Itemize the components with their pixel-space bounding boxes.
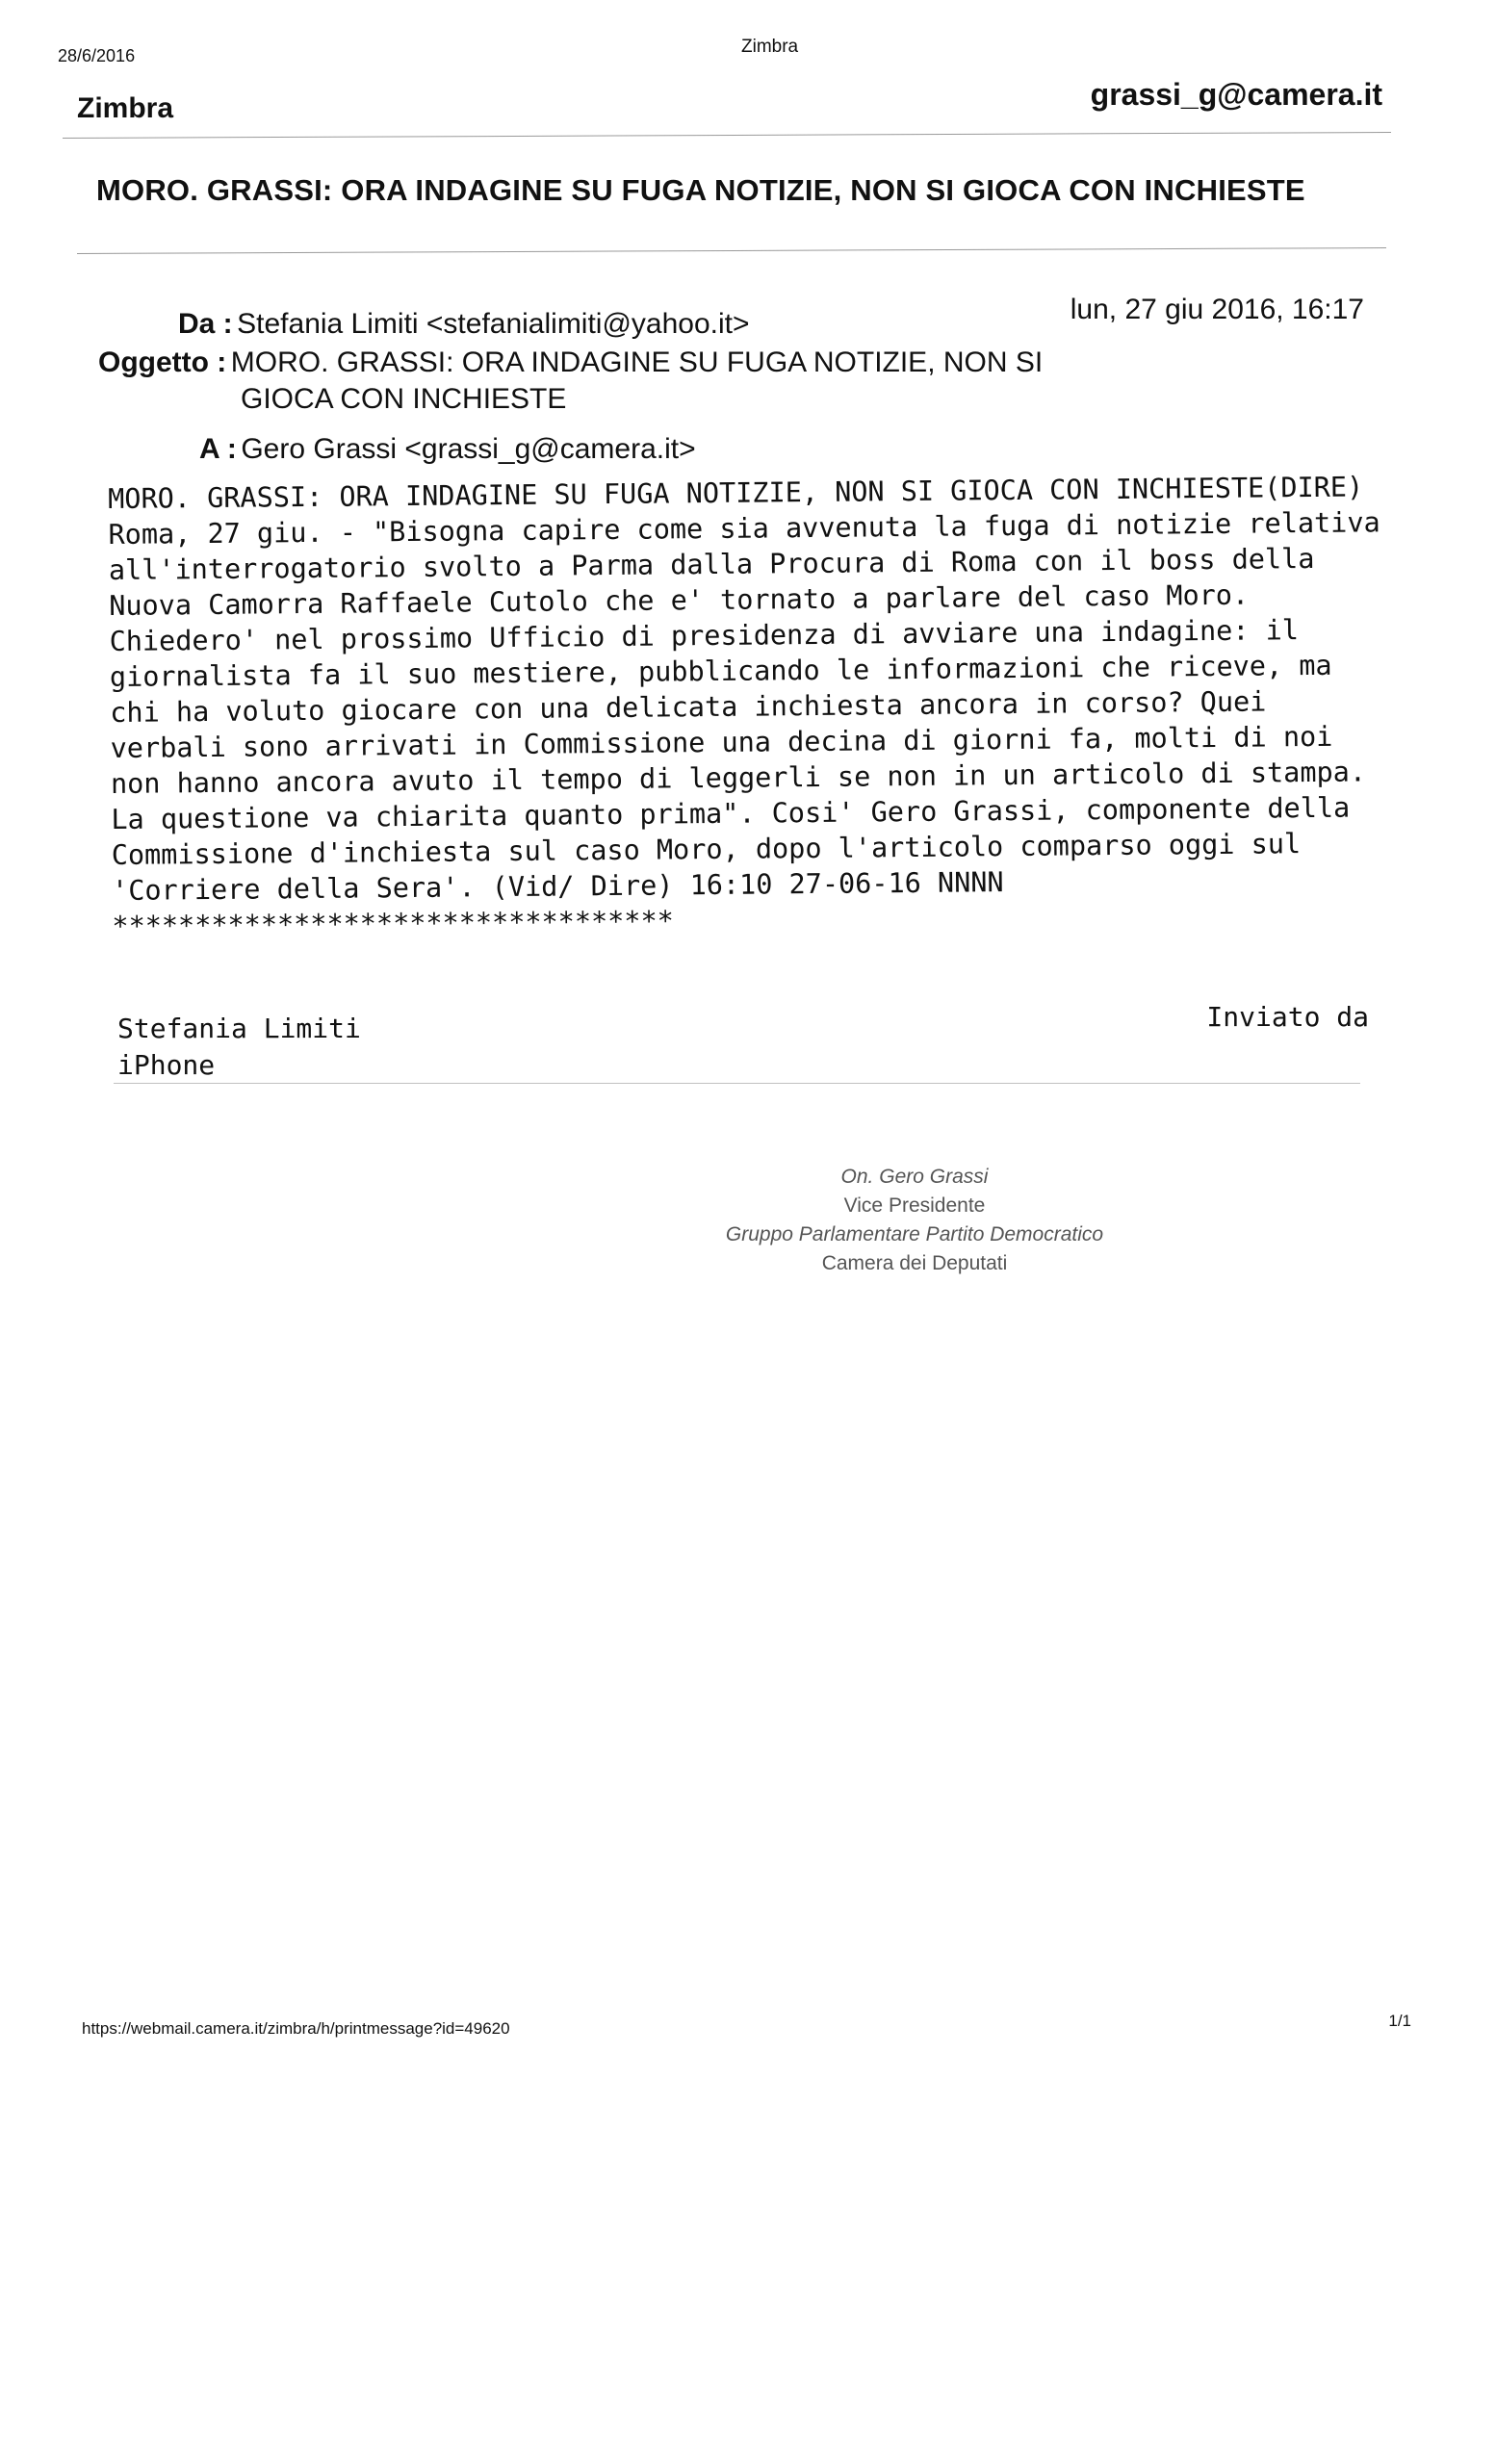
header-divider xyxy=(63,132,1391,139)
message-title: MORO. GRASSI: ORA INDAGINE SU FUGA NOTIZIE, NON SI GIOCA CON INCHIESTE xyxy=(96,173,1305,207)
print-date: 28/6/2016 xyxy=(58,46,136,65)
footer-url: https://webmail.camera.it/zimbra/h/printmessage?id=49620 xyxy=(82,2019,510,2038)
sent-from: Inviato da xyxy=(1206,1001,1369,1033)
stamp-role: Vice Presidente xyxy=(843,1194,986,1217)
subject-value-line2: GIOCA CON INCHIESTE xyxy=(241,383,567,415)
stamp-name: On. Gero Grassi xyxy=(840,1166,989,1188)
body-divider xyxy=(114,1083,1360,1084)
signature: Stefania Limiti iPhone xyxy=(117,1013,361,1081)
to-value: Gero Grassi <grassi_g@camera.it> xyxy=(241,433,696,465)
title-divider xyxy=(77,247,1386,254)
from-label: Da : xyxy=(178,308,233,340)
subject-label: Oggetto : xyxy=(98,346,227,378)
to-label: A : xyxy=(199,433,237,465)
from-value: Stefania Limiti <stefanialimiti@yahoo.it> xyxy=(237,308,750,340)
to-row xyxy=(199,433,696,466)
signature-stamp xyxy=(674,1163,1155,1278)
stamp-institution: Camera dei Deputati xyxy=(821,1252,1008,1274)
subject-value-line1: MORO. GRASSI: ORA INDAGINE SU FUGA NOTIZIE, NON SI xyxy=(230,346,1044,378)
stamp-group: Gruppo Parlamentare Partito Democratico xyxy=(725,1223,1104,1245)
print-title: Zimbra xyxy=(741,37,799,57)
message-body: MORO. GRASSI: ORA INDAGINE SU FUGA NOTIZIE, NON SI GIOCA CON INCHIESTE(DIRE) Roma, 27 giu. - "Bisogna capire come sia avvenuta la fuga di notizie relativa all'interrogatorio svolto a Parma dalla Procura di Roma con il boss della Nuova Camorra Raffaele Cutolo che e' tornato a parlare del caso Moro. Chiedero' nel prossimo Ufficio di presidenza di avviare una indagine: il giornalista fa il suo mestiere, pubblicando le informazioni che riceve, ma chi ha voluto giocare con una delicata inchiesta ancora in corso? Quei verbali sono arrivati in Commissione una decina di giorni fa, molti di noi non hanno ancora avuto il tempo di leggerli se non in un articolo di stampa. La questione va chiarita quanto prima". Cosi' Gero Grassi, componente della Commissione d'inchiesta sul caso Moro, dopo l'articolo comparso oggi sul 'Corriere della Sera'. (Vid/ Dire) 16:10 27-06-16 NNNN ********************************** xyxy=(108,471,1380,942)
subject-row xyxy=(98,346,1043,379)
page-number: 1/1 xyxy=(1388,2012,1411,2030)
app-name: Zimbra xyxy=(77,92,174,124)
from-row xyxy=(178,308,750,341)
message-date: lun, 27 giu 2016, 16:17 xyxy=(1070,294,1364,325)
account-email: grassi_g@camera.it xyxy=(1090,77,1382,112)
